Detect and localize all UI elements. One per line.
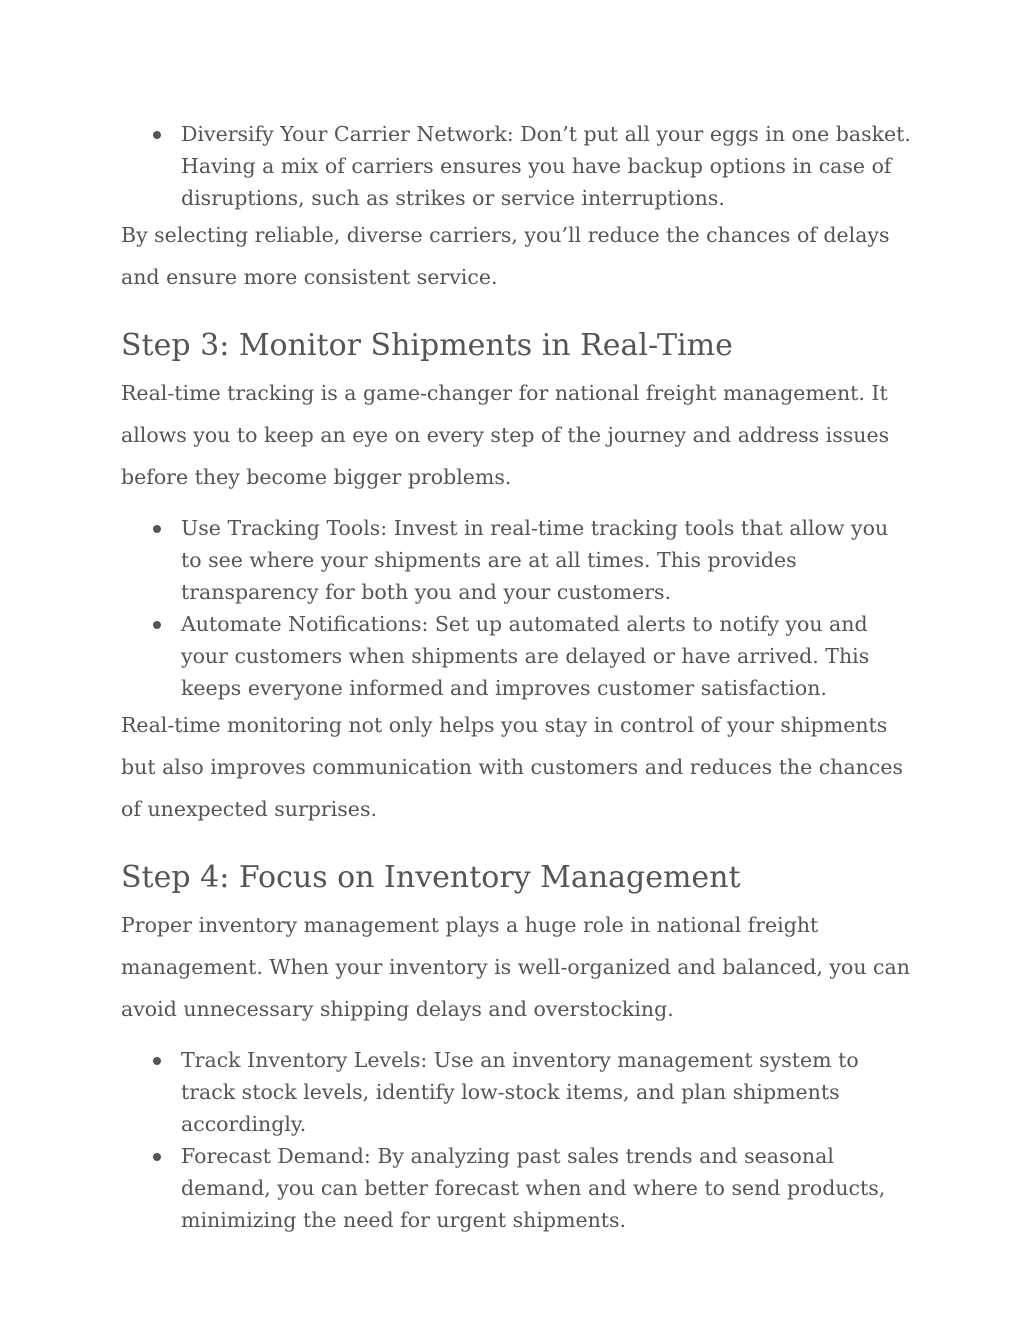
document-page [121, 118, 911, 1236]
step-3-list [121, 512, 911, 704]
bullet-icon [153, 621, 161, 629]
step-3-intro-paragraph: Real-time tracking is a game-changer for national freight management. It allows you to keep an eye on every step of the journey and address issues before they become bigger problems. [121, 381, 890, 489]
bullet-icon [153, 1057, 161, 1065]
list-item-text: Forecast Demand: By analyzing past sales trends and seasonal demand, you can better forecast when and where to send products, minimizing the need for urgent shipments. [181, 1144, 886, 1232]
list-item [121, 608, 911, 704]
step-3-closing-paragraph: Real-time monitoring not only helps you stay in control of your shipments but also improves communication with customers and reduces the chances of unexpected surprises. [121, 713, 904, 821]
bullet-icon [153, 131, 161, 139]
list-item [121, 512, 911, 608]
list-item-text: Diversify Your Carrier Network: Don’t put all your eggs in one basket. Having a mix of carriers ensures you have backup options in case of disruptions, such as strikes or service interruptions. [181, 122, 911, 210]
list-item [121, 1140, 911, 1236]
step-4-intro-paragraph: Proper inventory management plays a huge role in national freight management. When your inventory is well-organized and balanced, you can avoid unnecessary shipping delays and overstocking. [121, 913, 910, 1021]
bullet-icon [153, 1153, 161, 1161]
carrier-tips-list [121, 118, 911, 214]
step-3-heading: Step 3: Monitor Shipments in Real-Time [121, 328, 733, 363]
list-item-text: Track Inventory Levels: Use an inventory management system to track stock levels, identify low-stock items, and plan shipments accordingly. [181, 1048, 859, 1136]
step-4-heading: Step 4: Focus on Inventory Management [121, 860, 741, 895]
list-item-text: Automate Notifications: Set up automated alerts to notify you and your customers when shipments are delayed or have arrived. This keeps everyone informed and improves customer satisfaction. [181, 612, 870, 700]
list-item-text: Use Tracking Tools: Invest in real-time tracking tools that allow you to see where your shipments are at all times. This provides transparency for both you and your customers. [181, 516, 889, 604]
carrier-closing-paragraph: By selecting reliable, diverse carriers, you’ll reduce the chances of delays and ensure more consistent service. [121, 223, 890, 289]
list-item [121, 1044, 911, 1140]
list-item [121, 118, 911, 214]
bullet-icon [153, 525, 161, 533]
step-4-list [121, 1044, 911, 1236]
